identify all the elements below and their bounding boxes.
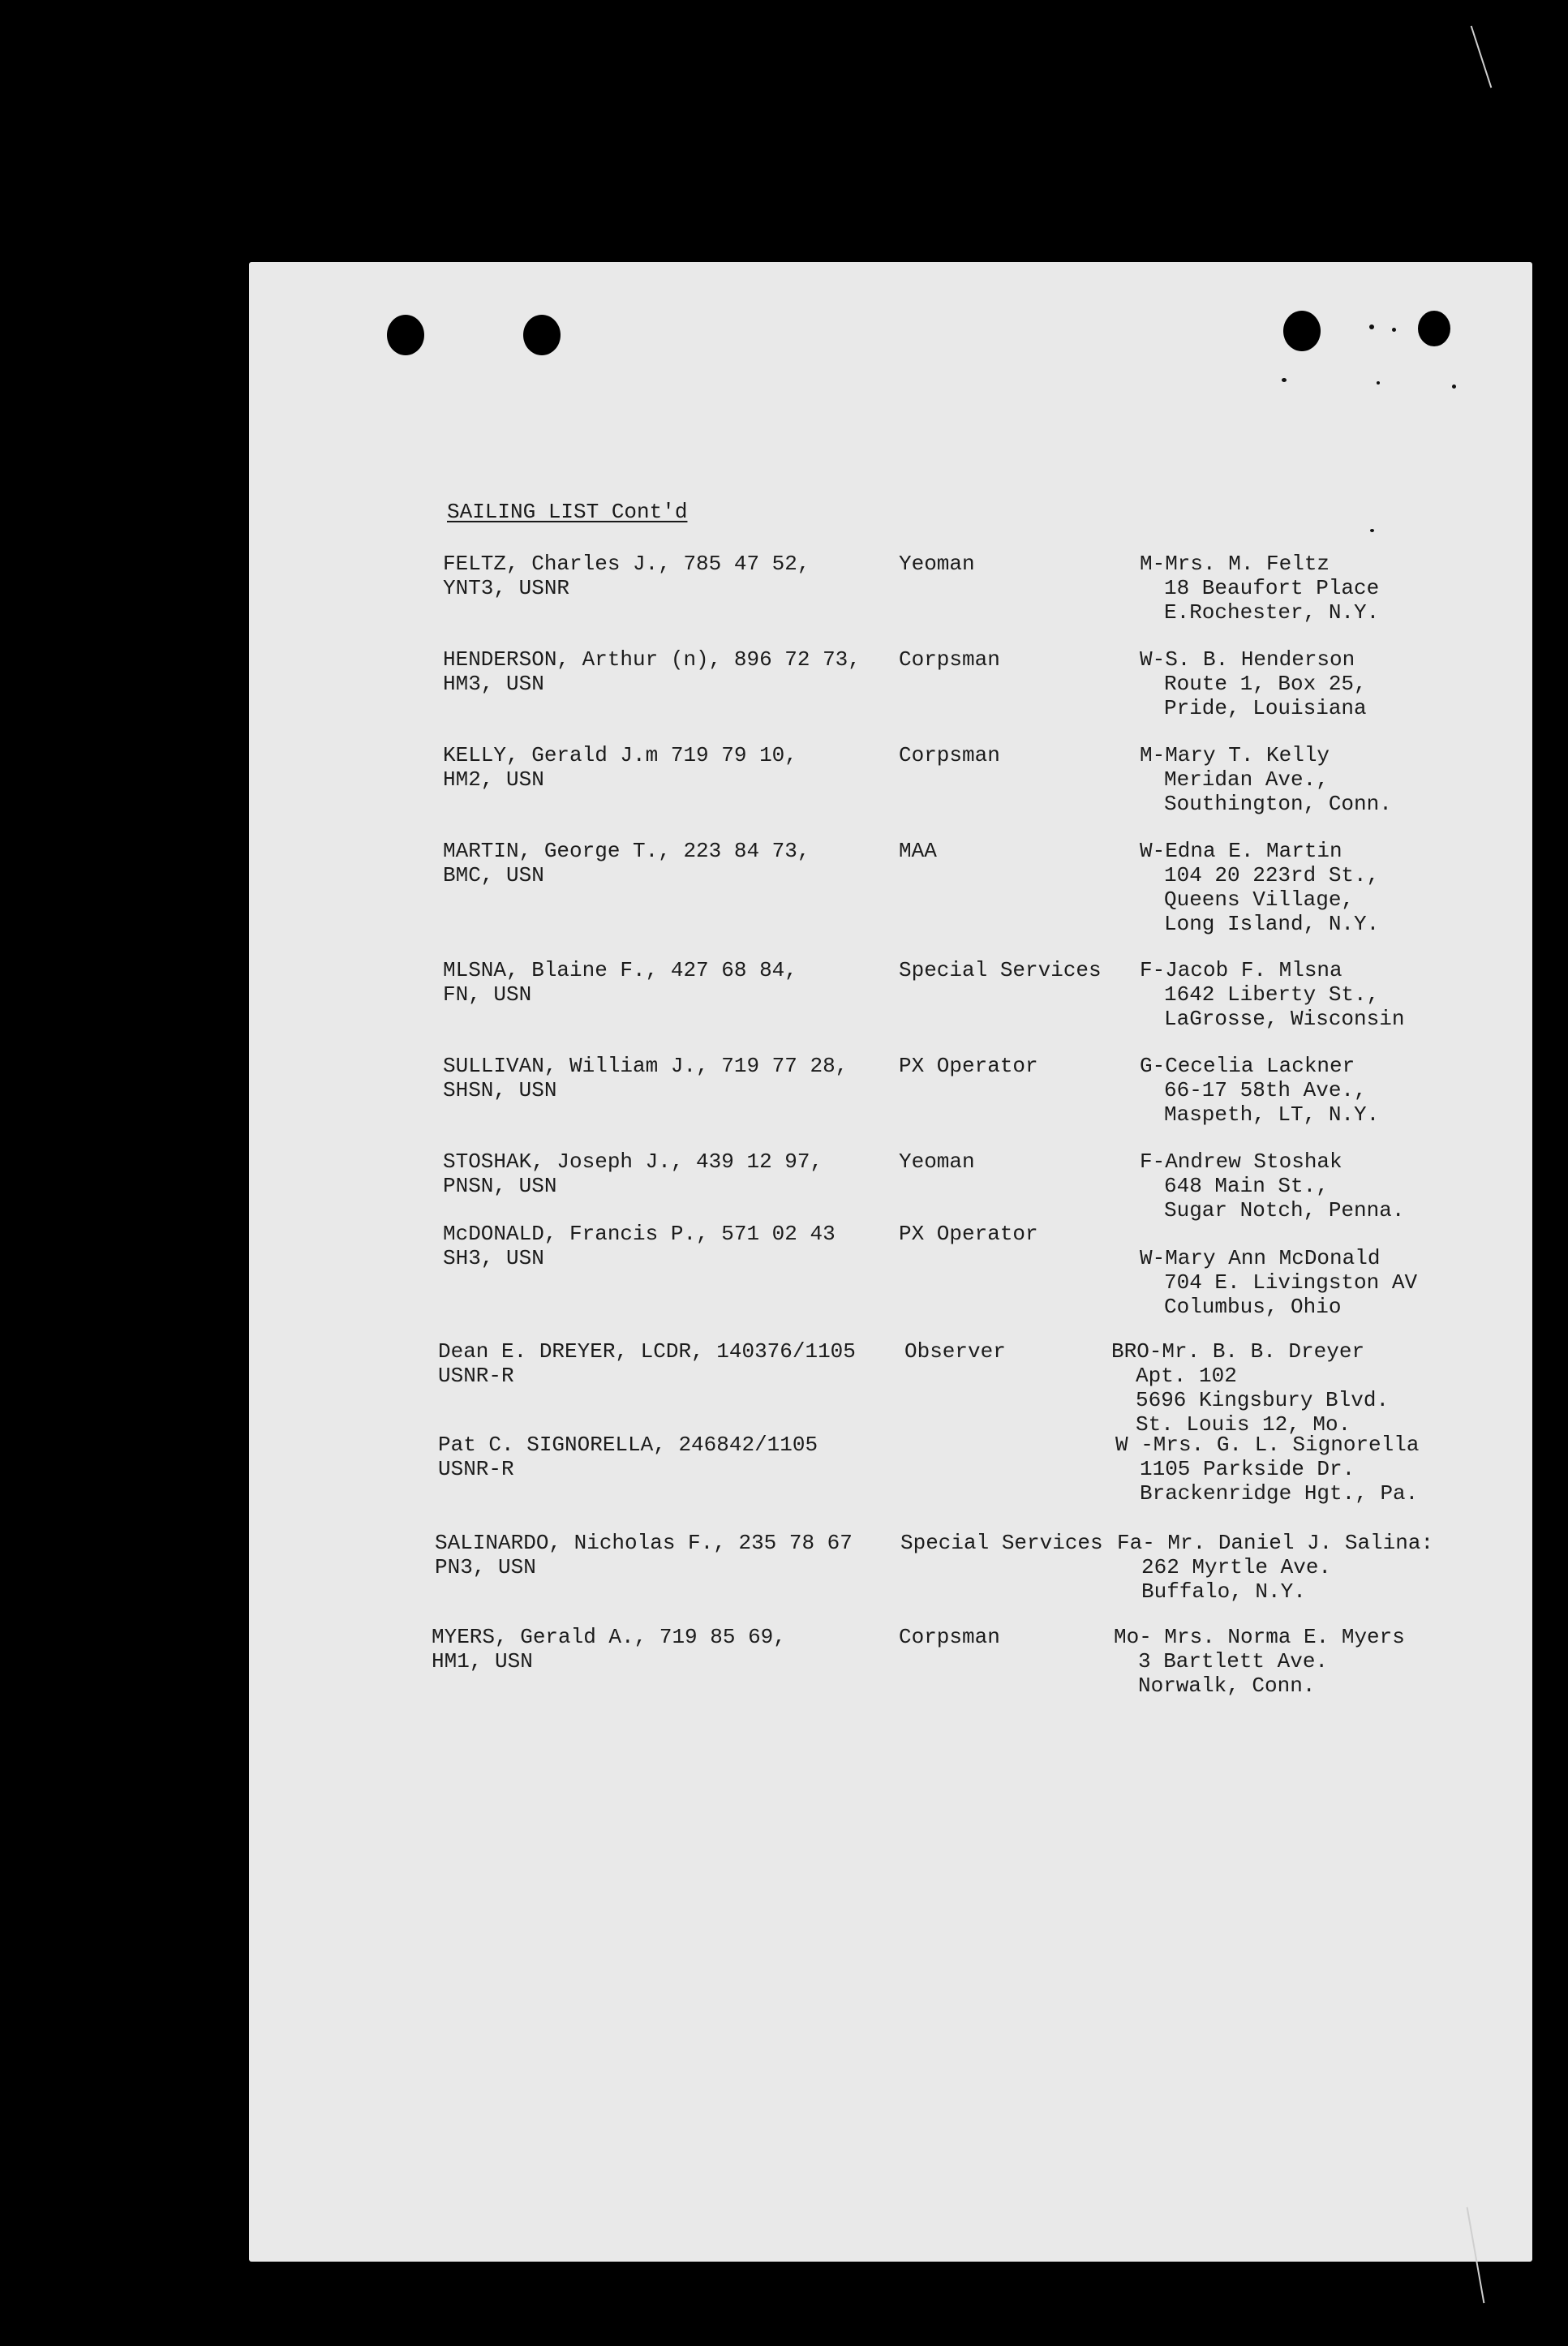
entry-name [443, 1149, 823, 1198]
entry-contact-line: Maspeth, LT, N.Y. [1164, 1102, 1380, 1127]
entry-contact-line: 3 Bartlett Ave. [1138, 1649, 1329, 1674]
entry-contact-line: Route 1, Box 25, [1164, 672, 1367, 696]
entry-name [443, 552, 810, 600]
entry-name-line: HENDERSON, Arthur (n), 896 72 73, [443, 647, 861, 672]
entry-name-line: YNT3, USNR [443, 576, 570, 600]
entry-name-line: Pat C. SIGNORELLA, 246842/1105 [438, 1433, 818, 1457]
entry-name [435, 1531, 853, 1579]
entry-name-line: HM2, USN [443, 767, 544, 792]
entry-contact-line: 104 20 223rd St., [1164, 863, 1380, 887]
entry-next-of-kin [1140, 1246, 1417, 1319]
entry-contact-line: 1642 Liberty St., [1164, 982, 1380, 1007]
entry-role: Yeoman [899, 552, 975, 576]
entry-name-line: MARTIN, George T., 223 84 73, [443, 839, 810, 863]
entry-role: Corpsman [899, 743, 1000, 767]
entry-role: Corpsman [899, 647, 1000, 672]
entry-contact-line: Meridan Ave., [1164, 767, 1329, 792]
entry-contact-line: Mo- Mrs. Norma E. Myers [1114, 1625, 1405, 1649]
entry-name [438, 1339, 856, 1388]
entry-next-of-kin [1140, 958, 1404, 1031]
entry-contact-line: Brackenridge Hgt., Pa. [1140, 1481, 1419, 1506]
entry-name-line: MLSNA, Blaine F., 427 68 84, [443, 958, 797, 982]
entry-name-line: HM1, USN [432, 1649, 533, 1674]
entry-next-of-kin [1140, 1149, 1404, 1222]
entry-contact-line: Norwalk, Conn. [1138, 1674, 1316, 1698]
entry-contact-line: M-Mrs. M. Feltz [1140, 552, 1330, 576]
scan-scratch [1471, 26, 1493, 88]
entry-contact-line: E.Rochester, N.Y. [1164, 600, 1380, 625]
entry-role: Observer [904, 1339, 1006, 1364]
entry-next-of-kin [1140, 647, 1367, 720]
entry-name-line: SULLIVAN, William J., 719 77 28, [443, 1054, 848, 1078]
entry-contact-line: W-Edna E. Martin [1140, 839, 1342, 863]
entry-next-of-kin [1140, 839, 1379, 936]
entry-contact-line: 66-17 58th Ave., [1164, 1078, 1367, 1102]
entry-contact-line: F-Jacob F. Mlsna [1140, 958, 1342, 982]
entry-name [443, 1054, 848, 1102]
entry-name-line: PNSN, USN [443, 1174, 557, 1198]
entry-next-of-kin [1111, 1339, 1389, 1437]
entry-role: Corpsman [899, 1625, 1000, 1649]
entry-name-line: STOSHAK, Joseph J., 439 12 97, [443, 1149, 823, 1174]
ink-speck [1377, 381, 1380, 385]
entry-contact-line: LaGrosse, Wisconsin [1164, 1007, 1405, 1031]
entry-name [443, 647, 861, 696]
entry-name [443, 1222, 836, 1270]
entry-next-of-kin [1140, 1054, 1379, 1127]
entry-contact-line: Southington, Conn. [1164, 792, 1392, 816]
entry-name-line: BMC, USN [443, 863, 544, 887]
entry-name [438, 1433, 818, 1481]
entry-contact-line: 704 E. Livingston AV [1164, 1270, 1418, 1295]
entry-role: PX Operator [899, 1222, 1038, 1246]
entry-contact-line: St. Louis 12, Mo. [1136, 1412, 1351, 1437]
punch-hole-center [523, 315, 561, 355]
punch-hole-far-right [1418, 311, 1450, 346]
entry-name [443, 958, 797, 1007]
entry-name-line: SALINARDO, Nicholas F., 235 78 67 [435, 1531, 853, 1555]
entry-name-line: McDONALD, Francis P., 571 02 43 [443, 1222, 836, 1246]
entry-contact-line: 5696 Kingsbury Blvd. [1136, 1388, 1390, 1412]
entry-name [432, 1625, 786, 1674]
entry-contact-line: Fa- Mr. Daniel J. Salina: [1117, 1531, 1434, 1555]
entry-contact-line: Buffalo, N.Y. [1141, 1579, 1306, 1604]
entry-next-of-kin [1140, 743, 1392, 816]
entry-contact-line: Apt. 102 [1136, 1364, 1237, 1388]
entry-contact-line: 18 Beaufort Place [1164, 576, 1380, 600]
entry-name-line: FELTZ, Charles J., 785 47 52, [443, 552, 810, 576]
entry-name-line: USNR-R [438, 1457, 514, 1481]
entry-contact-line: Long Island, N.Y. [1164, 912, 1380, 936]
entry-role: Special Services [899, 958, 1102, 982]
page-title: SAILING LIST Cont'd [447, 500, 688, 524]
entry-contact-line: Columbus, Ohio [1164, 1295, 1342, 1319]
entry-name [443, 743, 797, 792]
entry-name-line: KELLY, Gerald J.m 719 79 10, [443, 743, 797, 767]
entry-next-of-kin [1140, 552, 1379, 625]
entry-name-line: PN3, USN [435, 1555, 536, 1579]
punch-hole-right [1283, 311, 1321, 351]
entry-next-of-kin [1114, 1625, 1405, 1698]
entry-role: PX Operator [899, 1054, 1038, 1078]
entry-contact-line: W -Mrs. G. L. Signorella [1115, 1433, 1420, 1457]
entry-name-line: Dean E. DREYER, LCDR, 140376/1105 [438, 1339, 856, 1364]
ink-speck [1392, 328, 1396, 332]
punch-hole-left [387, 315, 424, 355]
entry-contact-line: BRO-Mr. B. B. Dreyer [1111, 1339, 1365, 1364]
ink-speck [1369, 324, 1374, 329]
entry-contact-line: M-Mary T. Kelly [1140, 743, 1330, 767]
entry-name-line: SHSN, USN [443, 1078, 557, 1102]
entry-name [443, 839, 810, 887]
ink-speck [1370, 529, 1374, 532]
entry-contact-line: F-Andrew Stoshak [1140, 1149, 1342, 1174]
entry-name-line: MYERS, Gerald A., 719 85 69, [432, 1625, 786, 1649]
entry-contact-line: Pride, Louisiana [1164, 696, 1367, 720]
entry-contact-line: Sugar Notch, Penna. [1164, 1198, 1405, 1222]
entry-contact-line: W-Mary Ann McDonald [1140, 1246, 1381, 1270]
entry-contact-line: 648 Main St., [1164, 1174, 1329, 1198]
entry-name-line: SH3, USN [443, 1246, 544, 1270]
entry-contact-line: 262 Myrtle Ave. [1141, 1555, 1332, 1579]
entry-name-line: HM3, USN [443, 672, 544, 696]
ink-speck [1452, 385, 1456, 389]
entry-name-line: FN, USN [443, 982, 532, 1007]
entry-next-of-kin [1117, 1531, 1433, 1604]
ink-speck [1282, 378, 1287, 382]
entry-name-line: USNR-R [438, 1364, 514, 1388]
entry-contact-line: W-S. B. Henderson [1140, 647, 1355, 672]
entry-role: Special Services [900, 1531, 1103, 1555]
entry-next-of-kin [1115, 1433, 1419, 1506]
entry-role: Yeoman [899, 1149, 975, 1174]
entry-role: MAA [899, 839, 937, 863]
entry-contact-line: Queens Village, [1164, 887, 1355, 912]
entry-contact-line: 1105 Parkside Dr. [1140, 1457, 1355, 1481]
entry-contact-line: G-Cecelia Lackner [1140, 1054, 1355, 1078]
